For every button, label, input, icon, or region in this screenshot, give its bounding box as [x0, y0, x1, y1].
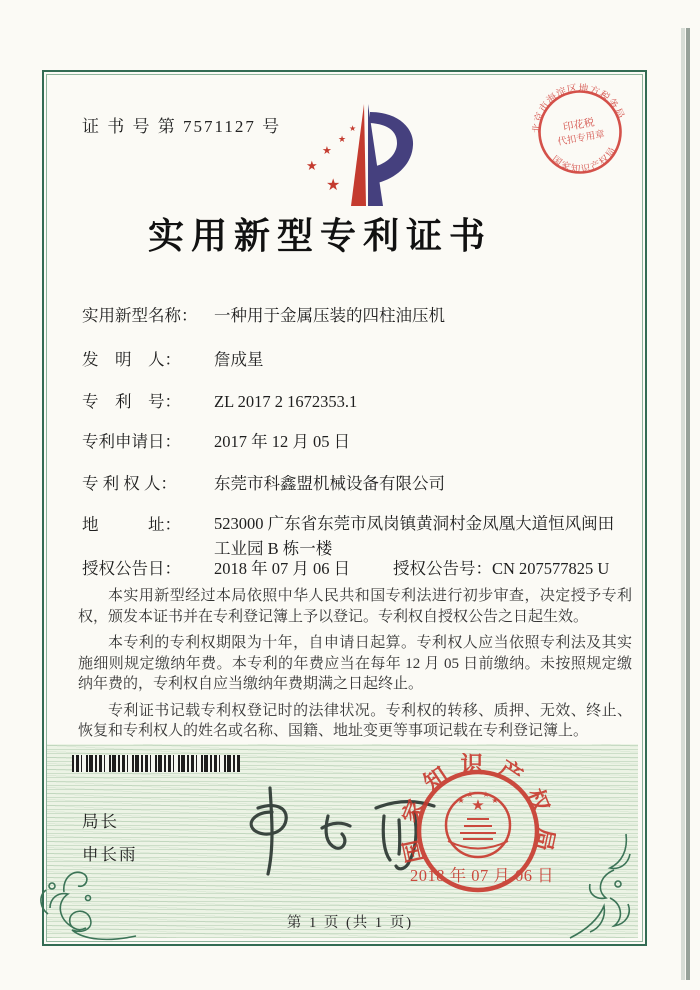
logo-stars [306, 124, 356, 194]
star-icon: ★ [338, 134, 347, 144]
paragraph-term-and-fees: 本专利的专利权期限为十年，自申请日起算。专利权人应当依照专利法及其实施细则规定缴纳年费。本专利的年费应当在每年 12 月 05 日前缴纳。未按照规定缴纳年费的，专利权自应当缴纳年费期满之日起终止。 [78, 635, 632, 692]
logo-p-mark [351, 104, 413, 206]
field-label: 专利申请日： [82, 432, 181, 451]
field-value: 东莞市科鑫盟机械设备有限公司 [214, 474, 445, 493]
director-title: 局长 [82, 812, 119, 831]
field-label: 地 址： [82, 515, 181, 534]
seal-date: 2018 年 07 月 06 日 [409, 866, 555, 885]
paragraph-register-statement: 专利证书记载专利权登记时的法律状况。专利权的转移、质押、无效、终止、恢复和专利权人的姓名或名称、国籍、地址变更等事项记载在专利登记簿上。 [78, 702, 632, 739]
corner-ornament-left-icon [28, 858, 138, 955]
field-row-invention-name [82, 302, 445, 326]
field-row-address [82, 511, 614, 561]
field-label: 授权公告号： [393, 559, 492, 578]
star-icon: ★ [457, 796, 465, 805]
paragraph-grant-statement: 本实用新型经过本局依照中华人民共和国专利法进行初步审查，决定授予专利权，颁发本证书并在专利登记簿上予以登记。专利权自授权公告之日起生效。 [78, 588, 632, 625]
star-icon: ★ [349, 124, 357, 133]
svg-text:国家知识产权局 [548, 143, 622, 180]
star-icon: ★ [482, 790, 490, 799]
field-label: 发 明 人： [82, 350, 181, 369]
tax-stamp-seal-icon [528, 80, 632, 189]
sipo-logo-icon [292, 98, 428, 215]
field-value [214, 511, 614, 561]
field-label: 专 利 权 人： [82, 474, 177, 493]
field-row-patent-number [82, 388, 357, 412]
field-row-patentee [82, 470, 445, 494]
address-line-2: 工业园 B 栋一楼 [214, 539, 333, 558]
field-value: 詹成星 [214, 350, 264, 369]
barcode [72, 755, 240, 772]
star-icon: ★ [326, 177, 341, 194]
tax-seal-center-line1: 印花税 [562, 117, 596, 134]
scan-page-edge-shadow [681, 28, 685, 980]
field-label: 专 利 号： [82, 392, 181, 411]
star-icon: ★ [322, 145, 332, 157]
field-label: 实用新型名称： [82, 306, 198, 325]
field-value: CN 207577825 U [492, 559, 610, 578]
star-icon: ★ [471, 798, 485, 814]
footer-page-number: 第 1 页 (共 1 页) [286, 915, 414, 931]
field-row-filing-date [82, 428, 350, 452]
field-row-grant-number [393, 555, 609, 579]
tax-seal-arc-bottom: 国家知识产权局 [549, 145, 620, 176]
national-emblem-icon [446, 790, 510, 857]
body-paragraphs [78, 586, 632, 748]
field-value: 2017 年 12 月 05 日 [214, 432, 351, 451]
star-icon: ★ [306, 158, 318, 173]
corner-ornament-right-icon [562, 832, 646, 949]
field-value: 2018 年 07 月 06 日 [214, 559, 351, 578]
certificate-number: 证 书 号 第 7571127 号 [82, 117, 282, 136]
field-label: 授权公告日： [82, 559, 181, 578]
seal-ring-text: 国家知识产权局 [400, 753, 556, 865]
star-icon: ★ [491, 796, 499, 805]
tax-seal-arc-top: 北京市海淀区地方税务局 [531, 83, 626, 134]
field-value: ZL 2017 2 1672353.1 [214, 392, 358, 411]
scan-page-edge [686, 28, 690, 980]
tax-seal-center-line2: 代扣专用章 [556, 129, 606, 148]
field-value: 一种用于金属压装的四柱油压机 [214, 306, 445, 325]
field-row-grant-date [82, 555, 350, 579]
director-name: 申长雨 [82, 845, 138, 864]
cnipa-seal-icon [400, 753, 556, 914]
certificate-title: 实用新型专利证书 [147, 216, 492, 256]
star-icon: ★ [466, 790, 474, 799]
address-line-1: 523000 广东省东莞市凤岗镇黄洞村金凤凰大道恒风闽田 [214, 514, 615, 533]
field-row-inventor [82, 346, 264, 370]
